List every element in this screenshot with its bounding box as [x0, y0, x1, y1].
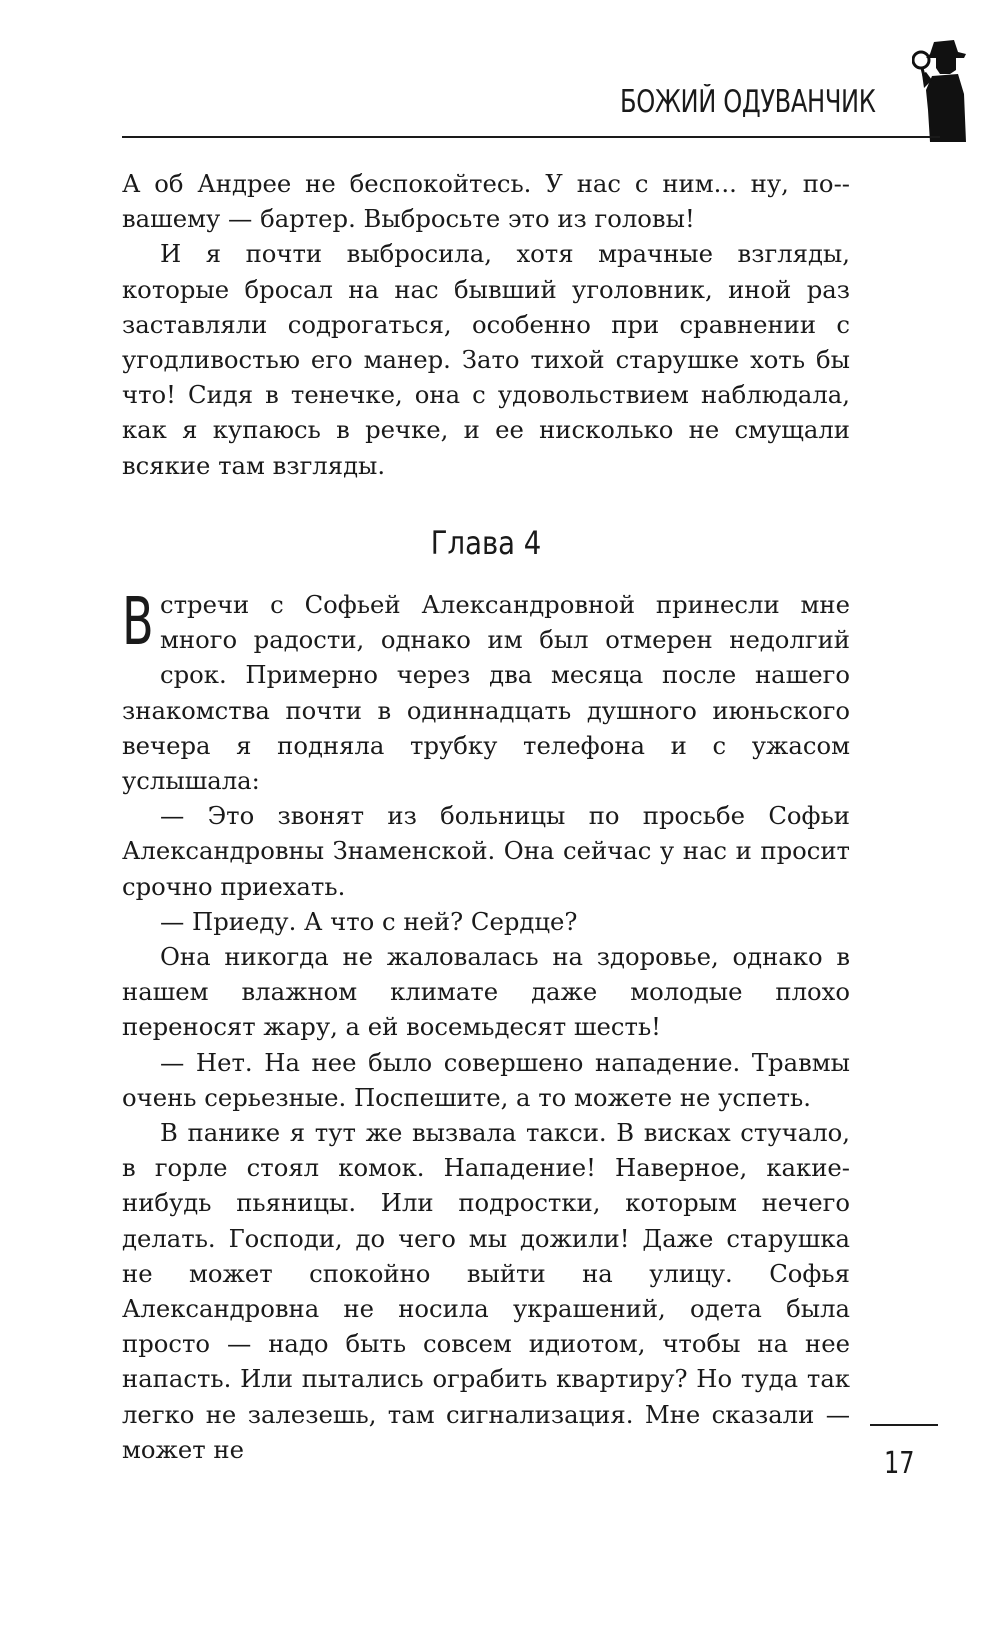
first-paragraph-text: стречи с Софьей Александровной принесли мне много радости, однако им был отмерен недолгий срок. Примерно через два месяца после нашего знакомства почти в одиннадцать душного июньского вечера я подняла трубку телефона и с ужасом услышала:	[122, 590, 850, 796]
chapter-first-paragraph	[122, 583, 850, 798]
text-block-top	[122, 166, 850, 483]
paragraph: И я почти выбросила, хотя мрачные взгляды, которые бросал на нас бывший уголовник, иной раз заставляли содрогаться, особенно при сравнении с угодливостью его манер. Зато тихой старушке хоть бы что! Сидя в тенечке, она с удовольствием наблюдала, как я купаюсь в речке, и ее нисколько не смущали всякие там взгляды.	[122, 239, 850, 480]
paragraph: — Приеду. А что с ней? Сердце?	[160, 906, 578, 936]
text-block-chapter	[122, 583, 850, 1467]
paragraph: Она никогда не жаловалась на здоровье, однако в нашем влажном климате даже молодые плохо переносят жару, а ей восемьдесят шесть!	[122, 942, 850, 1042]
page-number: 17	[884, 1446, 915, 1481]
running-title: БОЖИЙ ОДУВАНЧИК	[620, 84, 876, 120]
chapter-title: Глава 4	[430, 524, 542, 562]
header-rule	[122, 136, 940, 138]
paragraph: — Нет. На нее было совершено нападение. Травмы очень серьезные. Поспешите, а то можете не успеть.	[122, 1047, 850, 1112]
footer-rule	[870, 1424, 938, 1426]
paragraph: — Это звонят из больницы по просьбе Софьи Александровны Знаменской. Она сейчас у нас и просит срочно приехать.	[122, 801, 850, 901]
paragraph: А об Андрее не беспокойтесь. У нас с ним... ну, по-вашему — бартер. Выбросьте это из головы!	[122, 169, 850, 234]
drop-cap: В	[122, 583, 154, 660]
paragraph: В панике я тут же вызвала такси. В висках стучало, в горле стоял комок. Нападение! Наверное, какие-нибудь пьяницы. Или подростки, которым нечего делать. Господи, до чего мы дожили! Даже старушка не может спокойно выйти на улицу. Софья Александровна не носила украшений, одета была просто — надо быть совсем идиотом, чтобы на нее напасть. Или пытались ограбить квартиру? Но туда так легко не залезешь, там сигнализация. Мне сказали — может не	[122, 1118, 850, 1464]
detective-with-magnifier-icon	[912, 38, 974, 144]
